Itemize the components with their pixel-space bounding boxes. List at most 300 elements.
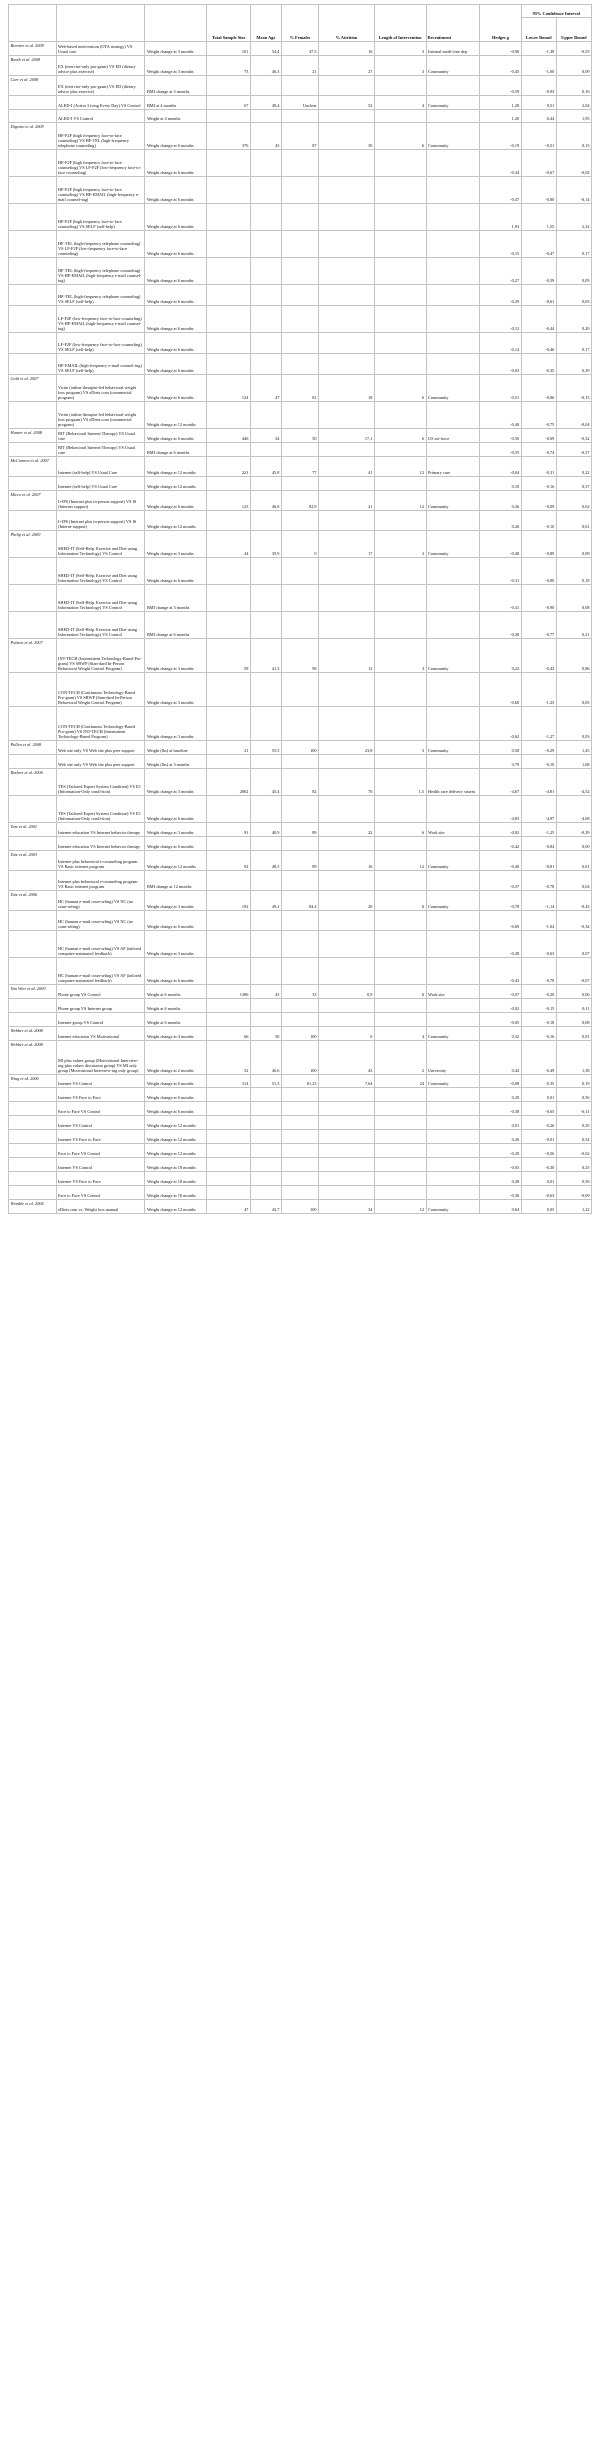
comparison-cell: Internet VS Face to Face <box>56 1088 145 1102</box>
sample-size-cell <box>207 931 250 958</box>
upper-bound-cell: -0,09 <box>556 1186 591 1200</box>
study-cell <box>9 871 57 891</box>
mean-age-cell <box>250 837 281 851</box>
attrition-cell: 17 <box>319 531 375 558</box>
comparison-cell: CON-TECH (Continuous Technology-Based Pro-gram) VS SBWP (Stan-dard In-Person Behavioral Weight Control Program) <box>56 673 145 707</box>
table-row <box>9 306 592 333</box>
females-cell <box>281 1088 318 1102</box>
upper-bound-cell: 0,29 <box>556 1116 591 1130</box>
comparison-cell: HC (human e-mail coun-seling) VS AF (tailored computer-automated feedback) <box>56 931 145 958</box>
length-cell <box>374 1102 426 1116</box>
lower-bound-cell: -0,67 <box>521 150 556 177</box>
females-cell <box>281 958 318 985</box>
length-cell: 12 <box>374 1200 426 1214</box>
recruitment-cell <box>426 673 480 707</box>
sample-size-cell <box>207 1130 250 1144</box>
table-row <box>9 985 592 999</box>
hedges-g-cell: 0,29 <box>480 1088 521 1102</box>
recruitment-cell <box>426 402 480 429</box>
length-cell: 12 <box>374 457 426 477</box>
lower-bound-cell: -0,35 <box>521 354 556 375</box>
outcome-cell: Weight at 4 months <box>145 110 207 123</box>
study-cell: Philip et al. 2009 <box>9 531 57 558</box>
hedges-g-cell: -0,42 <box>480 837 521 851</box>
recruitment-cell <box>426 76 480 96</box>
attrition-cell <box>319 837 375 851</box>
study-cell <box>9 1116 57 1130</box>
females-cell: 47,5 <box>281 42 318 56</box>
mean-age-cell <box>250 796 281 823</box>
recruitment-cell: Community <box>426 891 480 911</box>
females-cell <box>281 204 318 231</box>
lower-bound-cell: -0,78 <box>521 871 556 891</box>
attrition-cell: 70 <box>319 769 375 796</box>
outcome-cell: Weight change at 6 months <box>145 177 207 204</box>
header-hedges-g: Hedges g <box>480 5 521 42</box>
comparison-cell: TES (Tailored Expert System Condition) VS IO (Information-Only condi-tion) <box>56 796 145 823</box>
study-cell <box>9 911 57 931</box>
study-cell: Webber et al. 2008 <box>9 1027 57 1041</box>
table-row <box>9 1144 592 1158</box>
sample-size-cell <box>207 1172 250 1186</box>
length-cell: 4 <box>374 1027 426 1041</box>
females-cell <box>281 285 318 306</box>
attrition-cell <box>319 1088 375 1102</box>
hedges-g-cell: -0,40 <box>480 851 521 871</box>
attrition-cell <box>319 1130 375 1144</box>
attrition-cell <box>319 871 375 891</box>
attrition-cell: 52 <box>319 96 375 110</box>
mean-age-cell <box>250 1144 281 1158</box>
lower-bound-cell: -0,10 <box>521 755 556 769</box>
table-row <box>9 673 592 707</box>
upper-bound-cell: 0,05 <box>556 258 591 285</box>
comparison-cell: HF-TEL (high-frequency telephone counseling) VS SELF (self-help) <box>56 285 145 306</box>
comparison-cell: Web site only VS Web site plus peer support <box>56 755 145 769</box>
upper-bound-cell: -4,68 <box>556 796 591 823</box>
outcome-cell: Weight change at 12 months <box>145 851 207 871</box>
lower-bound-cell: -0,46 <box>521 333 556 354</box>
study-cell <box>9 511 57 531</box>
females-cell <box>281 258 318 285</box>
sample-size-cell: 221 <box>207 457 250 477</box>
females-cell: 98 <box>281 639 318 673</box>
study-cell: Tate et al. 2001 <box>9 823 57 837</box>
header-outcome <box>145 5 207 42</box>
recruitment-cell <box>426 999 480 1013</box>
length-cell: 3 <box>374 42 426 56</box>
sample-size-cell <box>207 511 250 531</box>
females-cell <box>281 231 318 258</box>
study-cell: Brenner et al. 2009 <box>9 42 57 56</box>
comparison-cell: HF-F2F (high frequency face-to-face counseling) VS LF-F2F (low-frequency face-to-face counseling) <box>56 150 145 177</box>
table-row <box>9 1200 592 1214</box>
outcome-cell: Weight change at 6 months <box>145 1102 207 1116</box>
mean-age-cell: 43,7 <box>250 1200 281 1214</box>
outcome-cell: Weight change at 3 months <box>145 823 207 837</box>
table-row <box>9 871 592 891</box>
length-cell <box>374 76 426 96</box>
outcome-cell: Weight change at 6 months <box>145 306 207 333</box>
upper-bound-cell: 0,22 <box>556 457 591 477</box>
study-cell: Tate et al. 2006 <box>9 891 57 911</box>
attrition-cell <box>319 911 375 931</box>
hedges-g-cell: -0,60 <box>480 673 521 707</box>
lower-bound-cell: -0,16 <box>521 477 556 491</box>
attrition-cell: 43 <box>319 1041 375 1075</box>
hedges-g-cell: -0,05 <box>480 1013 521 1027</box>
table-page <box>8 4 592 1214</box>
hedges-g-cell: -0,40 <box>480 531 521 558</box>
sample-size-cell <box>207 1102 250 1116</box>
lower-bound-cell: -0,51 <box>521 123 556 150</box>
header-total-sample-size: Total Sample Size <box>207 5 250 42</box>
outcome-cell: Weight change at 6 months <box>145 375 207 402</box>
upper-bound-cell: 0,16 <box>556 76 591 96</box>
lower-bound-cell: -0,29 <box>521 741 556 755</box>
recruitment-cell: Primary care <box>426 457 480 477</box>
sample-size-cell: 73 <box>207 56 250 76</box>
upper-bound-cell: 0,13 <box>556 123 591 150</box>
outcome-cell: Weight change at 18 months <box>145 1172 207 1186</box>
recruitment-cell: Work site <box>426 985 480 999</box>
outcome-cell: Weight change at 6 months <box>145 558 207 585</box>
outcome-cell: Weight change at 12 months <box>145 511 207 531</box>
attrition-cell <box>319 1013 375 1027</box>
mean-age-cell <box>250 177 281 204</box>
females-cell: 87 <box>281 123 318 150</box>
outcome-cell: Weight change at 18 months <box>145 1186 207 1200</box>
sample-size-cell: 1386 <box>207 985 250 999</box>
upper-bound-cell: -0,34 <box>556 911 591 931</box>
study-cell: Polzien et al. 2007 <box>9 639 57 673</box>
upper-bound-cell: 0,00 <box>556 837 591 851</box>
lower-bound-cell: -0,77 <box>521 612 556 639</box>
females-cell: 77 <box>281 457 318 477</box>
sample-size-cell <box>207 1158 250 1172</box>
hedges-g-cell: 1,28 <box>480 96 521 110</box>
females-cell <box>281 1013 318 1027</box>
hedges-g-cell: -0,15 <box>480 231 521 258</box>
females-cell: 82,9 <box>281 491 318 511</box>
females-cell <box>281 837 318 851</box>
outcome-cell: Weight change at 12 months <box>145 1200 207 1214</box>
mean-age-cell: 35,9 <box>250 531 281 558</box>
mean-age-cell <box>250 76 281 96</box>
study-cell: McConnon et al. 2007 <box>9 457 57 477</box>
females-cell <box>281 673 318 707</box>
sample-size-cell <box>207 306 250 333</box>
mean-age-cell <box>250 477 281 491</box>
sample-size-cell: 314 <box>207 1075 250 1088</box>
length-cell <box>374 558 426 585</box>
attrition-cell <box>319 258 375 285</box>
recruitment-cell <box>426 1013 480 1027</box>
recruitment-cell <box>426 796 480 823</box>
lower-bound-cell: -0,31 <box>521 457 556 477</box>
sample-size-cell <box>207 585 250 612</box>
lower-bound-cell: -0,47 <box>521 231 556 258</box>
table-row <box>9 891 592 911</box>
table-row <box>9 204 592 231</box>
lower-bound-cell: -4,97 <box>521 796 556 823</box>
recruitment-cell: Community <box>426 639 480 673</box>
comparison-cell: Internet plus behavioral e-counseling program VS Basic internet program <box>56 851 145 871</box>
upper-bound-cell: 1,95 <box>556 110 591 123</box>
females-cell: 33 <box>281 985 318 999</box>
recruitment-cell <box>426 707 480 741</box>
comparison-cell: Internet (self-help) VS Usual Care <box>56 457 145 477</box>
comparison-cell: I+IPS (Internet plus in-person support) VS IS (Internet support) <box>56 491 145 511</box>
table-row <box>9 823 592 837</box>
outcome-cell: Weight change at 12 months <box>145 402 207 429</box>
comparison-cell: Vtrim (online therapist-led behavioral weight loss program) VS eDiets.com (commercial program) <box>56 375 145 402</box>
lower-bound-cell: -0,59 <box>521 258 556 285</box>
lower-bound-cell: -0,10 <box>521 511 556 531</box>
length-cell: 12 <box>374 491 426 511</box>
upper-bound-cell: 0,18 <box>556 558 591 585</box>
sample-size-cell <box>207 231 250 258</box>
sample-size-cell <box>207 177 250 204</box>
table-row <box>9 1116 592 1130</box>
upper-bound-cell: -0,14 <box>556 177 591 204</box>
recruitment-cell: Community <box>426 1075 480 1088</box>
outcome-cell: Weight change at 6 months <box>145 1088 207 1102</box>
attrition-cell <box>319 150 375 177</box>
upper-bound-cell: 1,38 <box>556 1041 591 1075</box>
outcome-cell: Weight change at 6 months <box>145 958 207 985</box>
mean-age-cell <box>250 150 281 177</box>
lower-bound-cell: -1,04 <box>521 911 556 931</box>
lower-bound-cell: -0,20 <box>521 985 556 999</box>
females-cell <box>281 1144 318 1158</box>
sample-size-cell: 44 <box>207 531 250 558</box>
attrition-cell <box>319 707 375 741</box>
mean-age-cell <box>250 110 281 123</box>
length-cell <box>374 150 426 177</box>
mean-age-cell: 49,4 <box>250 96 281 110</box>
table-row <box>9 402 592 429</box>
females-cell: 100 <box>281 741 318 755</box>
comparison-cell: Face to Face VS Control <box>56 1102 145 1116</box>
mean-age-cell <box>250 1116 281 1130</box>
mean-age-cell <box>250 1186 281 1200</box>
study-cell: Tate et al. 2003 <box>9 851 57 871</box>
upper-bound-cell: -0,04 <box>556 402 591 429</box>
table-row <box>9 123 592 150</box>
females-cell: 100 <box>281 1041 318 1075</box>
length-cell <box>374 1130 426 1144</box>
females-cell: 81,23 <box>281 1075 318 1088</box>
comparison-cell: ALED-I (Active Living Every Day) VS Control <box>56 96 145 110</box>
table-row <box>9 429 592 443</box>
outcome-cell: Weight change at 6 months <box>145 150 207 177</box>
comparison-cell: BIT (Behavioral Internet Therapy) VS Usual care <box>56 443 145 457</box>
lower-bound-cell: -0,74 <box>521 443 556 457</box>
comparison-cell: SHED-IT (Self-Help, Exercise and Diet using Information Technology) VS Control <box>56 585 145 612</box>
comparison-cell: LF-F2F (low-frequency face-to-face counseling) VS SELF (self-help) <box>56 333 145 354</box>
recruitment-cell: Community <box>426 123 480 150</box>
table-row <box>9 1088 592 1102</box>
length-cell: 6 <box>374 823 426 837</box>
sample-size-cell: 123 <box>207 491 250 511</box>
mean-age-cell: 50 <box>250 1027 281 1041</box>
hedges-g-cell: -0,29 <box>480 285 521 306</box>
header-comparison <box>56 5 145 42</box>
lower-bound-cell: -0,65 <box>521 1102 556 1116</box>
comparison-cell: Internet education VS Internet behavior therapy <box>56 823 145 837</box>
hedges-g-cell: -4,67 <box>480 769 521 796</box>
upper-bound-cell: 0,04 <box>556 871 591 891</box>
sample-size-cell <box>207 354 250 375</box>
lower-bound-cell: -0,80 <box>521 177 556 204</box>
comparison-cell: Internet VS Control <box>56 1158 145 1172</box>
comparison-cell: Internet VS Face to Face <box>56 1172 145 1186</box>
attrition-cell <box>319 354 375 375</box>
mean-age-cell <box>250 911 281 931</box>
sample-size-cell <box>207 1088 250 1102</box>
comparison-cell: HC (human e-mail coun-seling) VS AF (tailored computer-automated feedback) <box>56 958 145 985</box>
upper-bound-cell: -4,52 <box>556 769 591 796</box>
recruitment-cell: US air-force <box>426 429 480 443</box>
hedges-g-cell: 1,20 <box>480 110 521 123</box>
recruitment-cell <box>426 911 480 931</box>
lower-bound-cell: -1,25 <box>521 823 556 837</box>
outcome-cell: Weight change at 3 months <box>145 769 207 796</box>
attrition-cell <box>319 177 375 204</box>
study-cell <box>9 333 57 354</box>
recruitment-cell <box>426 333 480 354</box>
comparison-cell: HF-TEL (high-frequency telephone counseling) VS LF-F2F (low-frequency face-to-face counseling) <box>56 231 145 258</box>
upper-bound-cell: 0,03 <box>556 285 591 306</box>
sample-size-cell: 2862 <box>207 769 250 796</box>
outcome-cell: Weight change at 18 months <box>145 1158 207 1172</box>
table-row <box>9 558 592 585</box>
table-row <box>9 1172 592 1186</box>
females-cell <box>281 707 318 741</box>
length-cell <box>374 177 426 204</box>
sample-size-cell: 376 <box>207 123 250 150</box>
mean-age-cell <box>250 204 281 231</box>
hedges-g-cell: 0,32 <box>480 1027 521 1041</box>
comparison-cell: ALED-I VS Control <box>56 110 145 123</box>
study-cell <box>9 999 57 1013</box>
mean-age-cell <box>250 333 281 354</box>
comparison-cell: BIT (Behavioral Internet Therapy) VS Usual care <box>56 429 145 443</box>
header-upper-bound: Upper Bound <box>556 18 591 42</box>
study-cell <box>9 1158 57 1172</box>
study-cell <box>9 707 57 741</box>
upper-bound-cell: 0,61 <box>556 511 591 531</box>
recruitment-cell <box>426 150 480 177</box>
females-cell <box>281 931 318 958</box>
table-row <box>9 1158 592 1172</box>
comparison-cell: EX (exercise-only pro-gram) VS ED (dietary advice plus exercise) <box>56 56 145 76</box>
lower-bound-cell: -1,25 <box>521 673 556 707</box>
sample-size-cell <box>207 796 250 823</box>
header-length: Length of Intervention <box>374 5 426 42</box>
comparison-cell: EX (exercise-only pro-gram) VS ED (dietary advice plus exercise) <box>56 76 145 96</box>
hedges-g-cell: 1,93 <box>480 204 521 231</box>
outcome-cell: Weight change at 3 months <box>145 891 207 911</box>
hedges-g-cell: -0,14 <box>480 333 521 354</box>
length-cell <box>374 796 426 823</box>
females-cell <box>281 558 318 585</box>
outcome-cell: BMI change at 3 months <box>145 76 207 96</box>
length-cell <box>374 1186 426 1200</box>
outcome-cell: Weight change at 6 months <box>145 285 207 306</box>
outcome-cell: BMI change at 6 months <box>145 612 207 639</box>
sample-size-cell: 192 <box>207 891 250 911</box>
mean-age-cell <box>250 585 281 612</box>
length-cell: 6 <box>374 891 426 911</box>
recruitment-cell <box>426 612 480 639</box>
recruitment-cell: Work site <box>426 823 480 837</box>
outcome-cell: Weight change at 12 months <box>145 1130 207 1144</box>
outcome-cell: Weight change at 3 months <box>145 673 207 707</box>
lower-bound-cell: -1,00 <box>521 56 556 76</box>
header-recruitment: Recruitment <box>426 5 480 42</box>
females-cell <box>281 1172 318 1186</box>
study-cell <box>9 354 57 375</box>
comparison-cell: HC (human e-mail coun-seling) VS NC (no coun-seling) <box>56 891 145 911</box>
length-cell <box>374 306 426 333</box>
length-cell <box>374 1088 426 1102</box>
comparison-cell: LF-F2F (low-frequency face-to-face counseling) VS HF-EMAIL (high-frequency e-mail counsel-ing) <box>56 306 145 333</box>
length-cell <box>374 231 426 258</box>
sample-size-cell <box>207 1144 250 1158</box>
sample-size-cell: 446 <box>207 429 250 443</box>
table-row <box>9 837 592 851</box>
table-header <box>9 5 592 42</box>
sample-size-cell <box>207 402 250 429</box>
lower-bound-cell: -0,63 <box>521 931 556 958</box>
females-cell <box>281 177 318 204</box>
recruitment-cell <box>426 177 480 204</box>
hedges-g-cell: -0,82 <box>480 823 521 837</box>
recruitment-cell: Community <box>426 96 480 110</box>
length-cell <box>374 258 426 285</box>
attrition-cell <box>319 1144 375 1158</box>
mean-age-cell: 55,5 <box>250 741 281 755</box>
attrition-cell <box>319 931 375 958</box>
outcome-cell: Weight change at 6 months <box>145 354 207 375</box>
outcome-cell: Weight change at 6 months <box>145 333 207 354</box>
recruitment-cell: Community <box>426 741 480 755</box>
attrition-cell <box>319 958 375 985</box>
females-cell <box>281 76 318 96</box>
comparison-cell: Internet education VS Motivational <box>56 1027 145 1041</box>
recruitment-cell <box>426 231 480 258</box>
upper-bound-cell: -0,43 <box>556 891 591 911</box>
outcome-cell: Weight change at 3 months <box>145 639 207 673</box>
study-cell <box>9 1102 57 1116</box>
recruitment-cell <box>426 477 480 491</box>
outcome-cell: Weight (lbs) at 3 months <box>145 755 207 769</box>
upper-bound-cell: 1,68 <box>556 755 591 769</box>
length-cell <box>374 204 426 231</box>
hedges-g-cell: -0,51 <box>480 375 521 402</box>
recruitment-cell: Community <box>426 375 480 402</box>
attrition-cell: 0,9 <box>319 985 375 999</box>
attrition-cell <box>319 1158 375 1172</box>
length-cell <box>374 1158 426 1172</box>
lower-bound-cell: 0,01 <box>521 1172 556 1186</box>
lower-bound-cell: -0,01 <box>521 1130 556 1144</box>
females-cell: 81 <box>281 375 318 402</box>
table-row <box>9 150 592 177</box>
table-row <box>9 76 592 96</box>
